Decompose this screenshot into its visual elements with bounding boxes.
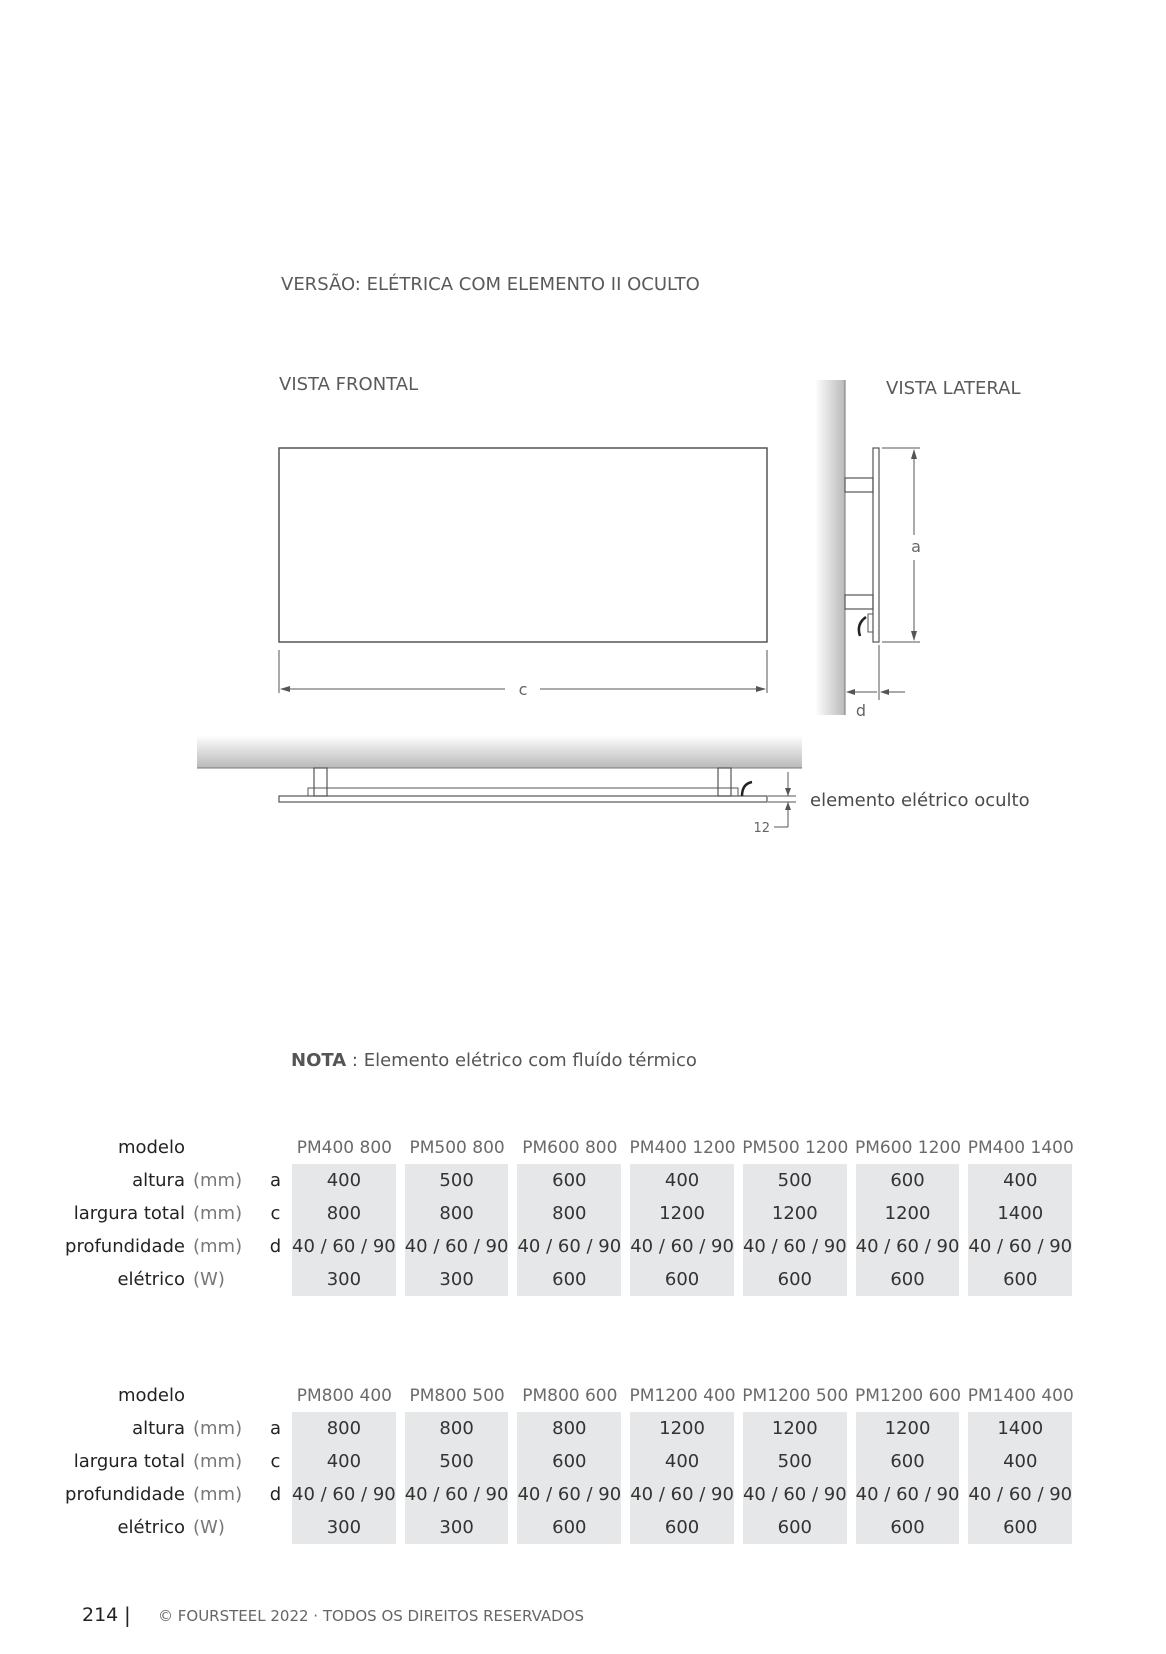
row-label: modelo bbox=[117, 1137, 185, 1158]
row-unit bbox=[185, 1131, 263, 1164]
page-number: 214 bbox=[82, 1604, 119, 1626]
table-row bbox=[60, 1445, 1077, 1478]
table-cell: 300 bbox=[401, 1263, 514, 1296]
table-cell: 600 bbox=[852, 1511, 965, 1544]
table-cell: 40 / 60 / 90 bbox=[852, 1478, 965, 1511]
table-cell: 40 / 60 / 90 bbox=[739, 1478, 852, 1511]
footer-separator: | bbox=[124, 1603, 131, 1627]
dim-c-arrow-right bbox=[756, 686, 766, 692]
row-unit: (W) bbox=[193, 1517, 225, 1538]
row-label: largura total bbox=[73, 1203, 185, 1224]
table-cell: 600 bbox=[513, 1511, 626, 1544]
table-cell: 600 bbox=[513, 1445, 626, 1478]
hidden-element-label: elemento elétrico oculto bbox=[810, 790, 1030, 811]
table-cell: 1200 bbox=[626, 1197, 739, 1230]
table-cell: 400 bbox=[288, 1164, 401, 1197]
table-cell: 40 / 60 / 90 bbox=[288, 1230, 401, 1263]
spec-table-2 bbox=[60, 1379, 1077, 1544]
model-header: PM1200 500 bbox=[742, 1385, 849, 1406]
row-label: largura total bbox=[73, 1451, 185, 1472]
dim-c-label: c bbox=[518, 680, 528, 699]
table-cell: 600 bbox=[513, 1263, 626, 1296]
table-cell: 1400 bbox=[964, 1197, 1077, 1230]
table-cell: 1200 bbox=[626, 1412, 739, 1445]
row-unit: (mm) bbox=[193, 1451, 243, 1472]
table-cell: 600 bbox=[739, 1511, 852, 1544]
table-cell: 800 bbox=[288, 1197, 401, 1230]
top-wall bbox=[197, 735, 802, 768]
table-cell: 500 bbox=[401, 1164, 514, 1197]
row-unit: (mm) bbox=[193, 1236, 243, 1257]
table-cell: 800 bbox=[401, 1197, 514, 1230]
table-cell: 40 / 60 / 90 bbox=[513, 1230, 626, 1263]
table-cell: 1200 bbox=[739, 1197, 852, 1230]
row-symbol: a bbox=[269, 1418, 282, 1439]
table-row bbox=[60, 1131, 1077, 1164]
note-bold: NOTA bbox=[291, 1050, 347, 1071]
front-view-label: VISTA FRONTAL bbox=[279, 374, 419, 395]
copyright: © FOURSTEEL 2022 · TODOS OS DIREITOS RESERVADOS bbox=[158, 1607, 585, 1625]
model-header: PM1200 400 bbox=[629, 1385, 736, 1406]
table-cell: 40 / 60 / 90 bbox=[401, 1478, 514, 1511]
table-row bbox=[60, 1478, 1077, 1511]
model-header: PM500 800 bbox=[409, 1137, 505, 1158]
table-cell: 600 bbox=[626, 1263, 739, 1296]
table-cell: 800 bbox=[513, 1197, 626, 1230]
table-cell: 600 bbox=[852, 1164, 965, 1197]
row-unit: (mm) bbox=[193, 1170, 243, 1191]
table-cell: 500 bbox=[401, 1445, 514, 1478]
row-label: profundidade bbox=[65, 1484, 185, 1505]
table-cell: 600 bbox=[626, 1511, 739, 1544]
table-cell: 600 bbox=[852, 1263, 965, 1296]
table-cell: 600 bbox=[739, 1263, 852, 1296]
model-header: PM400 800 bbox=[296, 1137, 392, 1158]
model-header: PM800 600 bbox=[522, 1385, 618, 1406]
table-row bbox=[60, 1412, 1077, 1445]
dim-d-label: d bbox=[855, 701, 867, 720]
table-cell: 40 / 60 / 90 bbox=[964, 1230, 1077, 1263]
row-label: elétrico bbox=[117, 1269, 185, 1290]
table-row bbox=[60, 1511, 1077, 1544]
table-row bbox=[60, 1379, 1077, 1412]
dim-12-label: 12 bbox=[753, 821, 770, 836]
table-cell: 300 bbox=[401, 1511, 514, 1544]
row-label: altura bbox=[132, 1170, 185, 1191]
model-header: PM500 1200 bbox=[742, 1137, 849, 1158]
top-cable bbox=[742, 782, 752, 796]
model-header: PM800 500 bbox=[409, 1385, 505, 1406]
table-row bbox=[60, 1197, 1077, 1230]
table-cell: 40 / 60 / 90 bbox=[964, 1478, 1077, 1511]
model-header: PM800 400 bbox=[296, 1385, 392, 1406]
row-symbol: d bbox=[269, 1484, 282, 1505]
row-symbol bbox=[263, 1511, 288, 1544]
table-cell: 600 bbox=[513, 1164, 626, 1197]
table-cell: 800 bbox=[401, 1412, 514, 1445]
row-symbol: d bbox=[269, 1236, 282, 1257]
dim-a-label: a bbox=[911, 537, 921, 556]
model-header: PM600 800 bbox=[522, 1137, 618, 1158]
table-cell: 40 / 60 / 90 bbox=[401, 1230, 514, 1263]
table-row bbox=[60, 1164, 1077, 1197]
table-cell: 800 bbox=[513, 1412, 626, 1445]
front-panel bbox=[279, 448, 767, 642]
table-cell: 1200 bbox=[852, 1412, 965, 1445]
table-cell: 1200 bbox=[852, 1197, 965, 1230]
dim-c-arrow-left bbox=[280, 686, 290, 692]
table-cell: 400 bbox=[626, 1445, 739, 1478]
table-cell: 600 bbox=[852, 1445, 965, 1478]
spec-table-1 bbox=[60, 1131, 1077, 1296]
model-header: PM1400 400 bbox=[967, 1385, 1074, 1406]
row-symbol bbox=[263, 1263, 288, 1296]
table-cell: 40 / 60 / 90 bbox=[852, 1230, 965, 1263]
side-wall bbox=[815, 380, 845, 715]
model-header: PM600 1200 bbox=[855, 1137, 962, 1158]
table-cell: 800 bbox=[288, 1412, 401, 1445]
table-row bbox=[60, 1230, 1077, 1263]
table-cell: 1200 bbox=[739, 1412, 852, 1445]
table-cell: 400 bbox=[964, 1164, 1077, 1197]
row-label: profundidade bbox=[65, 1236, 185, 1257]
note bbox=[291, 1050, 697, 1071]
table-cell: 600 bbox=[964, 1511, 1077, 1544]
row-symbol: a bbox=[269, 1170, 282, 1191]
top-panel bbox=[279, 796, 767, 802]
table-cell: 500 bbox=[739, 1164, 852, 1197]
table-cell: 400 bbox=[626, 1164, 739, 1197]
row-symbol bbox=[263, 1131, 288, 1164]
row-label: altura bbox=[132, 1418, 185, 1439]
table-cell: 40 / 60 / 90 bbox=[739, 1230, 852, 1263]
row-unit: (mm) bbox=[193, 1203, 243, 1224]
side-bracket-bottom bbox=[845, 595, 873, 609]
side-bracket-top bbox=[845, 478, 873, 492]
model-header: PM1200 600 bbox=[855, 1385, 962, 1406]
table-cell: 400 bbox=[288, 1445, 401, 1478]
table-cell: 40 / 60 / 90 bbox=[288, 1478, 401, 1511]
table-cell: 500 bbox=[739, 1445, 852, 1478]
row-unit: (W) bbox=[193, 1269, 225, 1290]
row-symbol bbox=[263, 1379, 288, 1412]
row-unit: (mm) bbox=[193, 1484, 243, 1505]
table-cell: 300 bbox=[288, 1263, 401, 1296]
row-label: modelo bbox=[117, 1385, 185, 1406]
table-cell: 40 / 60 / 90 bbox=[513, 1478, 626, 1511]
table-cell: 300 bbox=[288, 1511, 401, 1544]
table-cell: 40 / 60 / 90 bbox=[626, 1478, 739, 1511]
version-title: VERSÃO: ELÉTRICA COM ELEMENTO II OCULTO bbox=[281, 274, 700, 295]
table-cell: 1400 bbox=[964, 1412, 1077, 1445]
side-cable bbox=[859, 617, 866, 636]
note-text: : Elemento elétrico com fluído térmico bbox=[346, 1050, 697, 1071]
row-label: elétrico bbox=[117, 1517, 185, 1538]
side-panel bbox=[873, 448, 879, 642]
side-view-label: VISTA LATERAL bbox=[886, 378, 1021, 399]
row-unit: (mm) bbox=[193, 1418, 243, 1439]
row-symbol: c bbox=[270, 1451, 281, 1472]
row-symbol: c bbox=[270, 1203, 281, 1224]
table-row bbox=[60, 1263, 1077, 1296]
model-header: PM400 1200 bbox=[629, 1137, 736, 1158]
table-cell: 40 / 60 / 90 bbox=[626, 1230, 739, 1263]
table-cell: 400 bbox=[964, 1445, 1077, 1478]
table-cell: 600 bbox=[964, 1263, 1077, 1296]
row-unit bbox=[185, 1379, 263, 1412]
model-header: PM400 1400 bbox=[967, 1137, 1074, 1158]
